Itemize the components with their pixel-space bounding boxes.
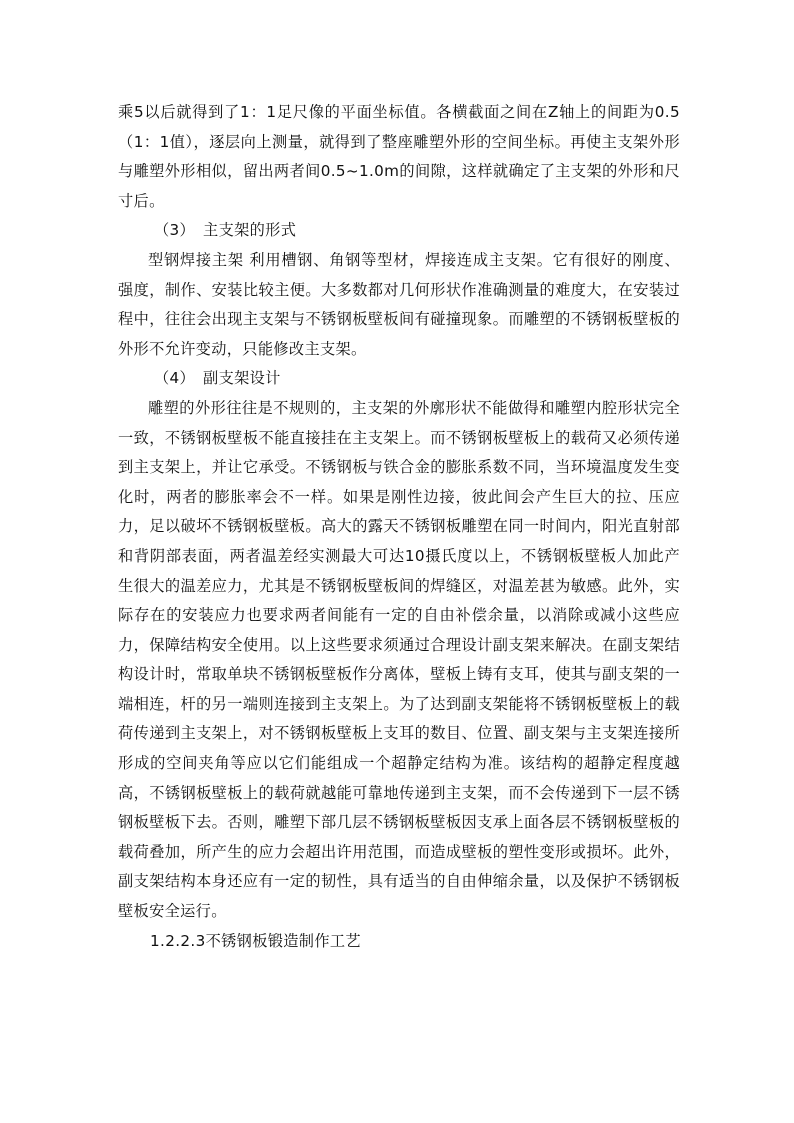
document-body	[118, 98, 680, 956]
subheading-sub-frame-design: （4） 副支架设计	[154, 369, 281, 388]
section-heading-forging-process: 1.2.2.3不锈钢板锻造制作工艺	[150, 931, 361, 950]
paragraph-sub-frame: 雕塑的外形往往是不规则的，主支架的外廓形状不能做得和雕塑内腔形状完全一致，不锈钢板壁板不能直接挂在主支架上。而不锈钢板壁板上的载荷又必须传递到主支架上，并让它承受。不锈钢板与铁合金的膨胀系数不同，当环境温度发生变化时，两者的膨胀率会不一样。如果是刚性边接，彼此间会产生巨大的拉、压应力，足以破坏不锈钢板壁板。高大的露天不锈钢板雕塑在同一时间内，阳光直射部和背阴部表面，两者温差经实测最大可达10摄氏度以上，不锈钢板壁板人加此产生很大的温差应力，尤其是不锈钢板壁板间的焊缝区，对温差甚为敏感。此外，实际存在的安装应力也要求两者间能有一定的自由补偿余量，以消除或减小这些应力，保障结构安全使用。以上这些要求须通过合理设计副支架来解决。在副支架结构设计时，常取单块不锈钢板壁板作分离体，壁板上铸有支耳，使其与副支架的一端相连，杆的另一端则连接到主支架上。为了达到副支架能将不锈钢板壁板上的载荷传递到主支架上，对不锈钢板壁板上支耳的数目、位置、副支架与主支架连接所形成的空间夹角等应以它们能组成一个超静定结构为准。该结构的超静定程度越高，不锈钢板壁板上的载荷就越能可靠地传递到主支架，而不会传递到下一层不锈钢板壁板下去。否则，雕塑下部几层不锈钢板壁板因支承上面各层不锈钢板壁板的载荷叠加，所产生的应力会超出许用范围，而造成壁板的塑性变形或损坏。此外，副支架结构本身还应有一定的韧性，具有适当的自由伸缩余量，以及保护不锈钢板壁板安全运行。	[118, 398, 680, 921]
paragraph-continuation: 乘5以后就得到了1：1足尺像的平面坐标值。各横截面之间在Z轴上的间距为0.5（1：1值），逐层向上测量，就得到了整座雕塑外形的空间坐标。再使主支架外形与雕塑外形相似，留出两者间0.5~1.0m的间隙，这样就确定了主支架的外形和尺寸后。	[118, 103, 680, 210]
subheading-main-frame-form: （3） 主支架的形式	[154, 221, 297, 240]
paragraph-main-frame: 型钢焊接主架 利用槽钢、角钢等型材，焊接连成主支架。它有很好的刚度、强度，制作、安装比较主便。大多数都对几何形状作准确测量的难度大，在安装过程中，往往会出现主支架与不锈钢板壁板间有碰撞现象。而雕塑的不锈钢板壁板的外形不允许变动，只能修改主支架。	[118, 250, 680, 358]
